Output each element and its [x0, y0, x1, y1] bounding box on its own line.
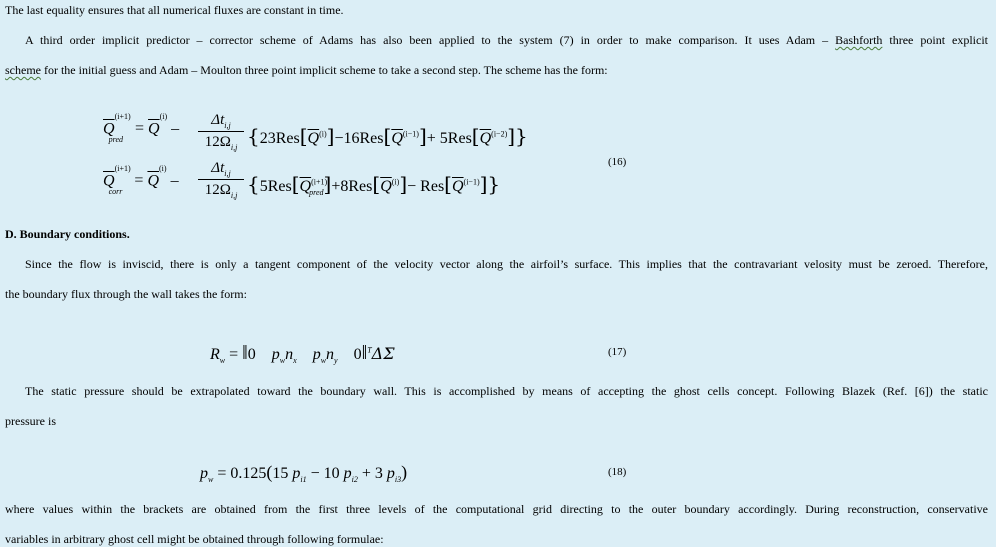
paragraph-text: scheme for the initial guess and Adam – Moulton three point implicit scheme to take a second step. The scheme has the form:	[5, 63, 608, 77]
paragraph-text: pressure is	[5, 414, 56, 428]
equation-corrector-terms: $\{5Res[\overline{Q}^{(i+1)}_{pred}]+8Res[\overline{Q}^{(i)}]- Res[\overline{Q}^{(i-1)}]\}$	[247, 172, 501, 198]
paragraph-text: The static pressure should be extrapolated toward the boundary wall. This is accomplished by means of accepting the ghost cells concept. Following Blazek (Ref. [6]) the static	[25, 384, 988, 398]
paragraph-text: the boundary flux through the wall takes the form:	[5, 287, 247, 301]
spellcheck-word: Bashforth	[835, 33, 883, 47]
equation-predictor-terms: $\{23Res[\overline{Q}^{(i)}]-16Res[\overline{Q}^{(i-1)}]+ 5Res[\overline{Q}^{(i-2)}]\}$	[247, 124, 528, 148]
equation-corrector: $\overline{Q}^{(i+1)}_{corr} = \overline{Q}^{(i)}$ –	[103, 164, 179, 196]
paragraph-text: where values within the brackets are obtained from the first three levels of the computational grid directing to the outer boundary accordingly. During reconstruction, conservative	[5, 502, 988, 516]
equation-number: (16)	[608, 156, 627, 168]
equation-18: $p_w = 0.125(15$ $p_{i1} - 10$ $p_{i2} + 3$ $p_{i3}$)	[200, 462, 408, 485]
equation-predictor: $\overline{Q}^{(i+1)}_{pred} = \overline{Q}^{(i)}$ –	[103, 112, 180, 144]
fraction-dt-over-omega: $\Delta t_{i,j}$ $12\Omega_{i,j}$	[198, 112, 244, 152]
equation-number: (17)	[608, 346, 627, 358]
paragraph-text: Since the flow is inviscid, there is only a tangent component of the velocity vector along the airfoil’s surface. This implies that the contravariant velosity must be zeroed. Therefore,	[25, 257, 988, 271]
spellcheck-word: scheme	[5, 63, 41, 77]
fraction-dt-over-omega: $\Delta t_{i,j}$ $12\Omega_{i,j}$	[198, 160, 244, 200]
paragraph-text: variables in arbitrary ghost cell might be obtained through following formulae:	[5, 532, 384, 546]
section-heading: D. Boundary conditions.	[5, 227, 130, 241]
paragraph-text: The last equality ensures that all numerical fluxes are constant in time.	[5, 3, 344, 17]
equation-number: (18)	[608, 466, 627, 478]
paragraph-text: A third order implicit predictor – corrector scheme of Adams has also been applied to the system (7) in order to make comparison. It uses Adam – Bashforth three point explicit	[25, 33, 988, 47]
equation-17: $R_w$ = ‖0 $p_wn_x$ $p_wn_y$ 0‖$^T$ΔΣ	[210, 342, 395, 366]
